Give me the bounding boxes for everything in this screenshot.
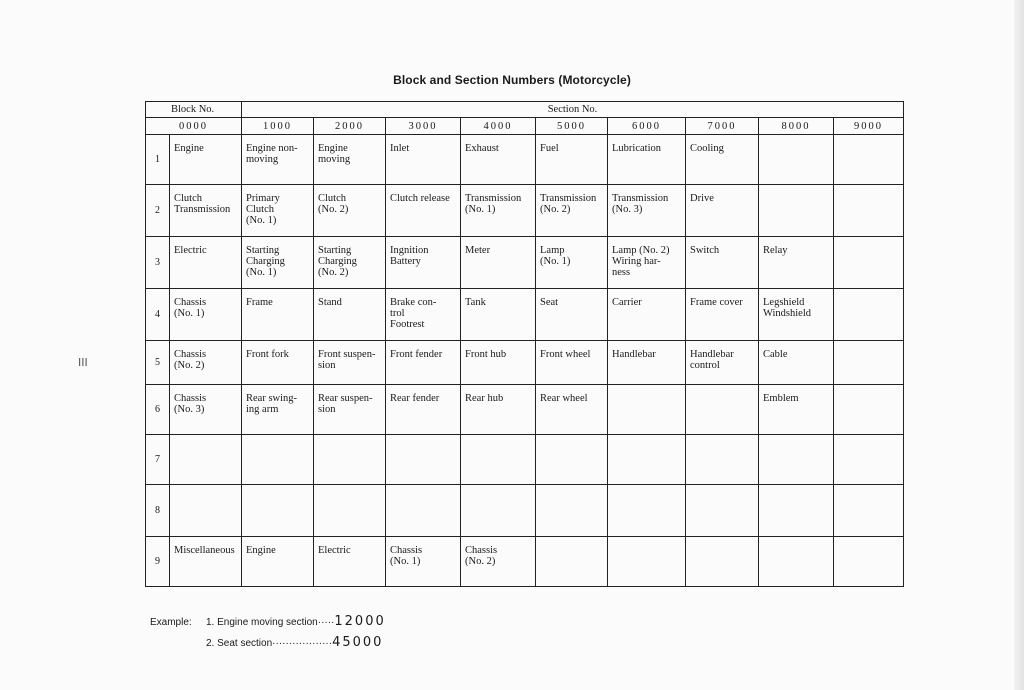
section-cell — [608, 537, 686, 587]
section-cell: Lubrication — [608, 135, 686, 185]
section-cell: Frame — [242, 289, 314, 341]
section-cell: Transmission (No. 2) — [536, 185, 608, 237]
block-number: 6 — [146, 385, 170, 435]
section-code-header: 9000 — [834, 118, 904, 135]
section-cell: Drive — [686, 185, 759, 237]
section-cell: Inlet — [386, 135, 461, 185]
section-cell: Seat — [536, 289, 608, 341]
section-cell: Chassis (No. 1) — [386, 537, 461, 587]
section-cell: Frame cover — [686, 289, 759, 341]
block-name-cell: Electric — [170, 237, 242, 289]
section-cell — [759, 537, 834, 587]
section-cell — [536, 485, 608, 537]
section-cell — [242, 435, 314, 485]
table-row — [146, 237, 904, 289]
block-name-cell — [170, 485, 242, 537]
section-cell: Ingnition Battery — [386, 237, 461, 289]
section-cell: Rear suspen- sion — [314, 385, 386, 435]
example-line-2 — [150, 633, 386, 654]
section-cell — [608, 385, 686, 435]
block-name-cell: Chassis (No. 3) — [170, 385, 242, 435]
block-number: 7 — [146, 435, 170, 485]
section-cell: Chassis (No. 2) — [461, 537, 536, 587]
block-name-cell: Clutch Transmission — [170, 185, 242, 237]
section-code-header: 0000 — [146, 118, 242, 135]
section-cell: Relay — [759, 237, 834, 289]
section-code-header: 3000 — [386, 118, 461, 135]
section-cell: Switch — [686, 237, 759, 289]
block-name-cell — [170, 435, 242, 485]
section-cell — [461, 435, 536, 485]
section-cell: Rear hub — [461, 385, 536, 435]
example-section — [150, 612, 386, 654]
block-name-cell: Miscellaneous — [170, 537, 242, 587]
side-mark: III — [78, 356, 88, 369]
section-cell: Stand — [314, 289, 386, 341]
section-cell: Fuel — [536, 135, 608, 185]
section-cell: Exhaust — [461, 135, 536, 185]
section-cell: Engine — [242, 537, 314, 587]
table-row — [146, 185, 904, 237]
header-row-codes — [146, 118, 904, 135]
section-cell: Starting Charging (No. 1) — [242, 237, 314, 289]
table-row — [146, 289, 904, 341]
section-cell: Rear fender — [386, 385, 461, 435]
section-cell — [461, 485, 536, 537]
example-text: 1. Engine moving section····· — [206, 617, 335, 628]
section-cell: Emblem — [759, 385, 834, 435]
section-cell — [686, 485, 759, 537]
section-cell: Cooling — [686, 135, 759, 185]
section-cell — [834, 135, 904, 185]
section-cell — [759, 435, 834, 485]
section-cell — [686, 385, 759, 435]
section-cell: Rear swing- ing arm — [242, 385, 314, 435]
section-cell: Carrier — [608, 289, 686, 341]
section-cell — [242, 485, 314, 537]
section-cell: Engine non- moving — [242, 135, 314, 185]
section-cell — [759, 185, 834, 237]
block-section-table — [145, 101, 904, 587]
section-cell — [386, 435, 461, 485]
section-cell: Lamp (No. 2) Wiring har- ness — [608, 237, 686, 289]
section-cell: Front fender — [386, 341, 461, 385]
section-cell: Front suspen- sion — [314, 341, 386, 385]
section-cell — [686, 537, 759, 587]
section-cell — [834, 185, 904, 237]
section-cell: Tank — [461, 289, 536, 341]
section-cell: Rear wheel — [536, 385, 608, 435]
table-row — [146, 435, 904, 485]
section-cell: Handlebar control — [686, 341, 759, 385]
section-cell — [834, 537, 904, 587]
header-row-labels — [146, 102, 904, 118]
section-code-header: 8000 — [759, 118, 834, 135]
table-row — [146, 537, 904, 587]
section-cell: Engine moving — [314, 135, 386, 185]
page-edge — [1014, 0, 1024, 690]
table-row — [146, 485, 904, 537]
section-cell: Handlebar — [608, 341, 686, 385]
section-cell: Front wheel — [536, 341, 608, 385]
section-cell — [834, 435, 904, 485]
example-label: Example: — [150, 617, 192, 628]
example-line-1 — [150, 612, 386, 633]
example-code: 12000 — [334, 614, 386, 629]
example-code: 45000 — [332, 635, 384, 650]
section-cell — [759, 135, 834, 185]
section-cell: Electric — [314, 537, 386, 587]
section-cell: Transmission (No. 1) — [461, 185, 536, 237]
section-cell — [759, 485, 834, 537]
section-cell: Cable — [759, 341, 834, 385]
section-cell — [608, 435, 686, 485]
example-text: 2. Seat section·················· — [206, 638, 333, 649]
block-number: 8 — [146, 485, 170, 537]
section-cell — [536, 537, 608, 587]
table-row — [146, 135, 904, 185]
section-cell — [314, 435, 386, 485]
section-no-header: Section No. — [242, 102, 904, 118]
table-row — [146, 385, 904, 435]
page-title: Block and Section Numbers (Motorcycle) — [393, 73, 631, 87]
section-cell — [834, 341, 904, 385]
section-cell — [686, 435, 759, 485]
block-name-cell: Chassis (No. 1) — [170, 289, 242, 341]
section-cell: Clutch (No. 2) — [314, 185, 386, 237]
section-cell — [834, 289, 904, 341]
block-number: 3 — [146, 237, 170, 289]
section-cell: Brake con- trol Footrest — [386, 289, 461, 341]
section-cell — [314, 485, 386, 537]
section-cell: Legshield Windshield — [759, 289, 834, 341]
block-number: 4 — [146, 289, 170, 341]
section-cell — [834, 237, 904, 289]
section-cell: Meter — [461, 237, 536, 289]
section-cell: Starting Charging (No. 2) — [314, 237, 386, 289]
section-cell: Front hub — [461, 341, 536, 385]
section-code-header: 4000 — [461, 118, 536, 135]
section-cell: Clutch release — [386, 185, 461, 237]
section-code-header: 6000 — [608, 118, 686, 135]
section-cell — [834, 385, 904, 435]
section-cell — [608, 485, 686, 537]
block-number: 5 — [146, 341, 170, 385]
block-number: 9 — [146, 537, 170, 587]
section-cell — [834, 485, 904, 537]
table-row — [146, 341, 904, 385]
section-code-header: 5000 — [536, 118, 608, 135]
section-cell — [386, 485, 461, 537]
section-code-header: 1000 — [242, 118, 314, 135]
section-cell: Transmission (No. 3) — [608, 185, 686, 237]
block-name-cell: Chassis (No. 2) — [170, 341, 242, 385]
section-cell: Front fork — [242, 341, 314, 385]
section-cell — [536, 435, 608, 485]
block-number: 2 — [146, 185, 170, 237]
section-code-header: 7000 — [686, 118, 759, 135]
block-name-cell: Engine — [170, 135, 242, 185]
table-body — [146, 135, 904, 587]
section-cell: Primary Clutch (No. 1) — [242, 185, 314, 237]
block-no-header: Block No. — [146, 102, 242, 118]
section-code-header: 2000 — [314, 118, 386, 135]
section-cell: Lamp (No. 1) — [536, 237, 608, 289]
block-number: 1 — [146, 135, 170, 185]
